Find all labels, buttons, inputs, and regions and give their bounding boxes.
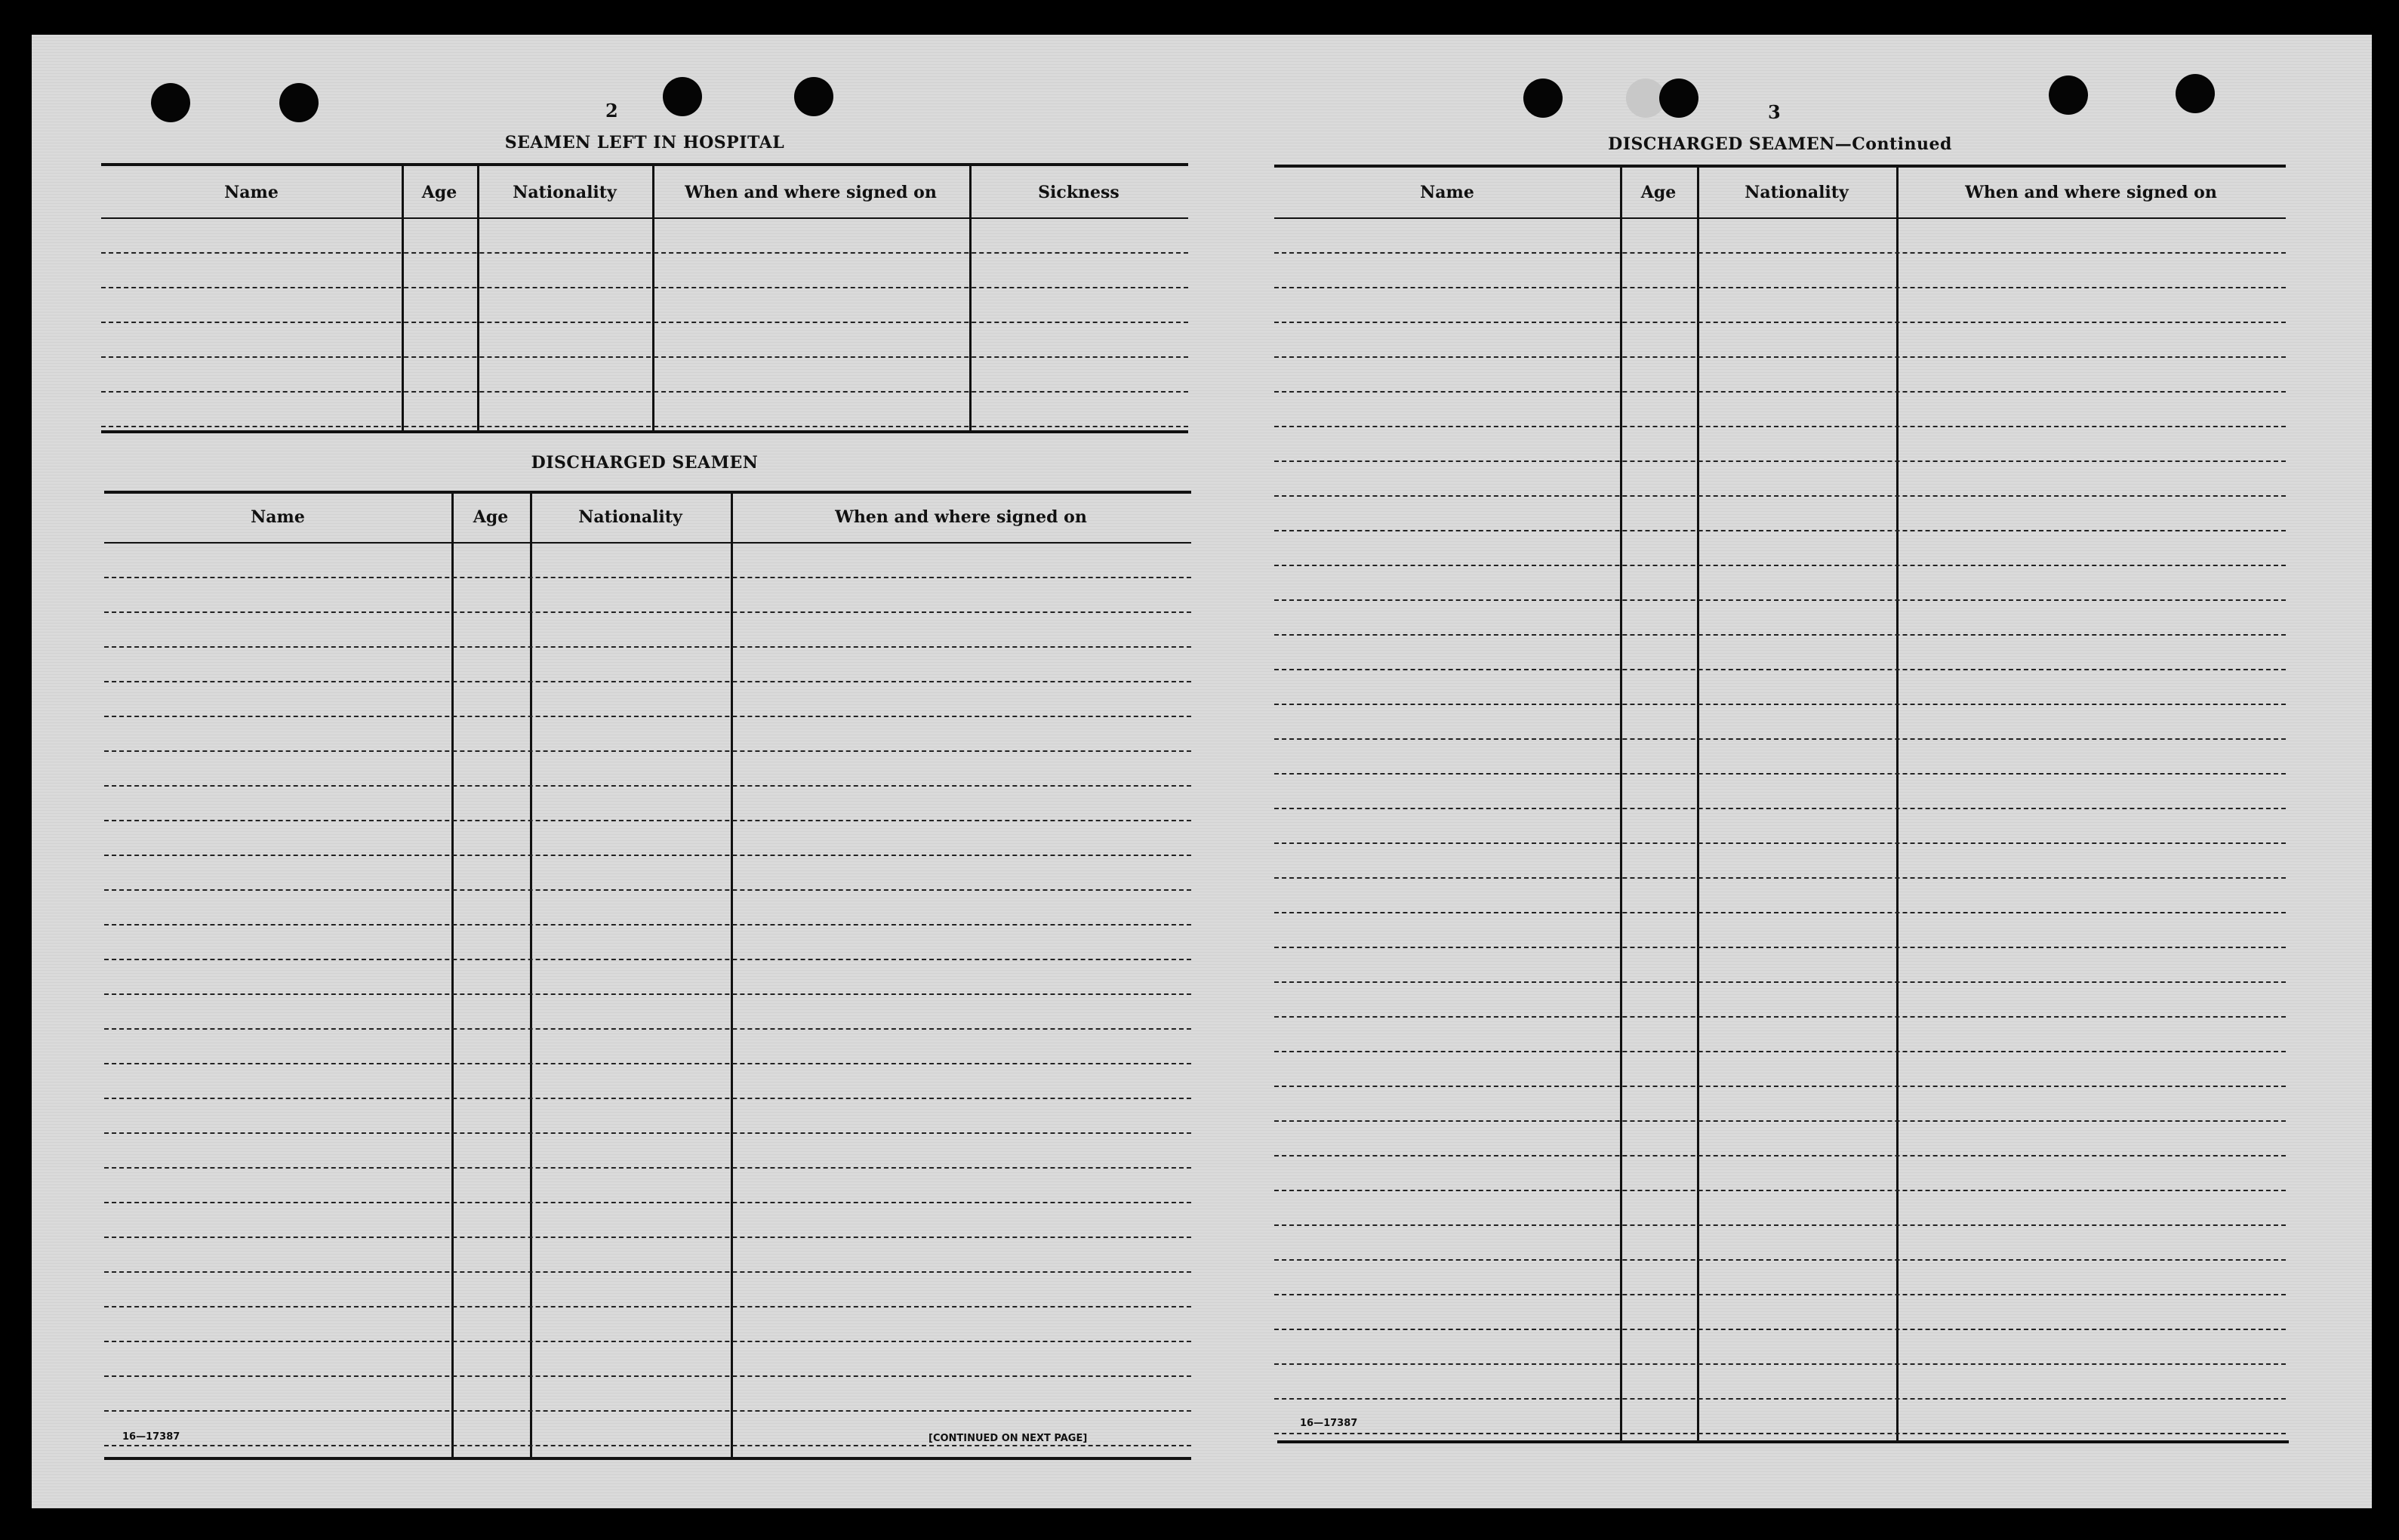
entry-line — [1274, 1051, 2286, 1052]
entry-line — [104, 1167, 1191, 1169]
entry-line — [104, 1445, 1191, 1446]
entry-line — [1274, 1120, 2286, 1122]
entry-line — [1274, 773, 2286, 775]
discharged-bottom-rule — [104, 1457, 1191, 1460]
entry-line — [1274, 530, 2286, 531]
entry-line — [1274, 287, 2286, 288]
discharged-header-rule — [104, 542, 1191, 544]
entry-line — [1274, 1086, 2286, 1087]
entry-line — [1274, 495, 2286, 497]
entry-line — [104, 1306, 1191, 1307]
form-number-left: 16—17387 — [122, 1431, 180, 1443]
entry-line — [1274, 1259, 2286, 1261]
continued-divider — [1896, 168, 1899, 1443]
punch-hole — [794, 77, 833, 116]
entry-line — [104, 750, 1191, 752]
entry-line — [101, 426, 1188, 427]
entry-line — [104, 716, 1191, 717]
hospital-header-rule — [101, 217, 1188, 219]
hospital-bottom-rule — [101, 430, 1188, 433]
entry-line — [1274, 391, 2286, 393]
continued-top-rule — [1274, 165, 2286, 168]
discharged-top-rule — [104, 491, 1191, 494]
hospital-top-rule — [101, 163, 1188, 166]
entry-line — [104, 1271, 1191, 1273]
entry-line — [1274, 947, 2286, 948]
discharged-section-title: DISCHARGED SEAMEN — [531, 453, 759, 473]
entry-line — [104, 1063, 1191, 1064]
entry-line — [1274, 565, 2286, 566]
entry-line — [1274, 1433, 2286, 1434]
punch-hole — [279, 83, 319, 122]
entry-line — [101, 391, 1188, 393]
continued-divider — [1697, 168, 1699, 1443]
entry-line — [1274, 669, 2286, 670]
entry-line — [104, 1410, 1191, 1412]
continued-col-nationality: Nationality — [1745, 183, 1849, 202]
continued-divider — [1620, 168, 1622, 1443]
entry-line — [101, 356, 1188, 358]
hospital-col-name: Name — [224, 183, 279, 202]
discharged-divider — [451, 494, 454, 1460]
entry-line — [104, 855, 1191, 856]
entry-line — [1274, 912, 2286, 913]
entry-line — [1274, 842, 2286, 844]
page-number-left: 2 — [605, 100, 618, 122]
punch-hole — [1523, 79, 1563, 118]
entry-line — [104, 1132, 1191, 1134]
entry-line — [104, 924, 1191, 926]
entry-line — [1274, 1329, 2286, 1330]
discharged-col-signed-on: When and where signed on — [835, 507, 1087, 527]
entry-line — [1274, 599, 2286, 601]
hospital-section-title: SEAMEN LEFT IN HOSPITAL — [504, 133, 785, 152]
entry-line — [1274, 981, 2286, 983]
entry-line — [104, 1341, 1191, 1342]
hospital-col-nationality: Nationality — [513, 183, 617, 202]
page-number-right: 3 — [1768, 101, 1781, 123]
entry-line — [104, 1237, 1191, 1238]
discharged-col-nationality: Nationality — [578, 507, 682, 527]
entry-line — [104, 577, 1191, 578]
entry-line — [1274, 1294, 2286, 1295]
hospital-col-sickness: Sickness — [1038, 183, 1119, 202]
entry-line — [1274, 1190, 2286, 1191]
continued-col-name: Name — [1420, 183, 1474, 202]
entry-line — [101, 322, 1188, 323]
punch-hole — [151, 83, 190, 122]
scanned-form-sheet — [32, 35, 2372, 1508]
continued-col-age: Age — [1640, 183, 1677, 202]
entry-line — [1274, 356, 2286, 358]
continued-note: [CONTINUED ON NEXT PAGE] — [928, 1433, 1088, 1444]
punch-hole — [2176, 74, 2215, 113]
entry-line — [1274, 877, 2286, 879]
punch-hole — [663, 77, 702, 116]
discharged-col-name: Name — [251, 507, 305, 527]
continued-header-rule — [1274, 217, 2286, 219]
entry-line — [1274, 1363, 2286, 1365]
entry-line — [104, 611, 1191, 613]
entry-line — [1274, 252, 2286, 254]
entry-line — [104, 993, 1191, 995]
entry-line — [1274, 460, 2286, 462]
entry-line — [104, 959, 1191, 960]
punch-hole — [1659, 79, 1698, 118]
entry-line — [1274, 634, 2286, 636]
entry-line — [104, 785, 1191, 787]
entry-line — [1274, 1224, 2286, 1226]
entry-line — [1274, 704, 2286, 705]
entry-line — [1274, 1155, 2286, 1157]
entry-line — [104, 1028, 1191, 1030]
entry-line — [104, 1098, 1191, 1099]
discharged-continued-title-main: DISCHARGED SEAMEN — [1608, 134, 1835, 154]
discharged-continued-title — [1274, 134, 2286, 154]
entry-line — [1274, 426, 2286, 427]
entry-line — [104, 646, 1191, 648]
entry-line — [104, 1375, 1191, 1377]
discharged-divider — [530, 494, 532, 1460]
entry-line — [104, 681, 1191, 682]
continued-col-signed-on: When and where signed on — [1965, 183, 2217, 202]
entry-line — [1274, 808, 2286, 809]
form-number-right: 16—17387 — [1300, 1418, 1358, 1429]
discharged-divider — [731, 494, 733, 1460]
entry-line — [1274, 322, 2286, 323]
entry-line — [101, 287, 1188, 288]
entry-line — [1274, 738, 2286, 740]
punch-hole — [2049, 75, 2088, 115]
discharged-continued-title-suffix: —Continued — [1834, 134, 1952, 154]
entry-line — [104, 820, 1191, 821]
entry-line — [104, 1202, 1191, 1203]
discharged-col-age: Age — [473, 507, 509, 527]
entry-line — [104, 889, 1191, 891]
entry-line — [101, 252, 1188, 254]
entry-line — [1274, 1398, 2286, 1400]
continued-bottom-rule — [1277, 1440, 2289, 1443]
entry-line — [1274, 1016, 2286, 1018]
hospital-col-age: Age — [421, 183, 457, 202]
hospital-col-signed-on: When and where signed on — [685, 183, 937, 202]
